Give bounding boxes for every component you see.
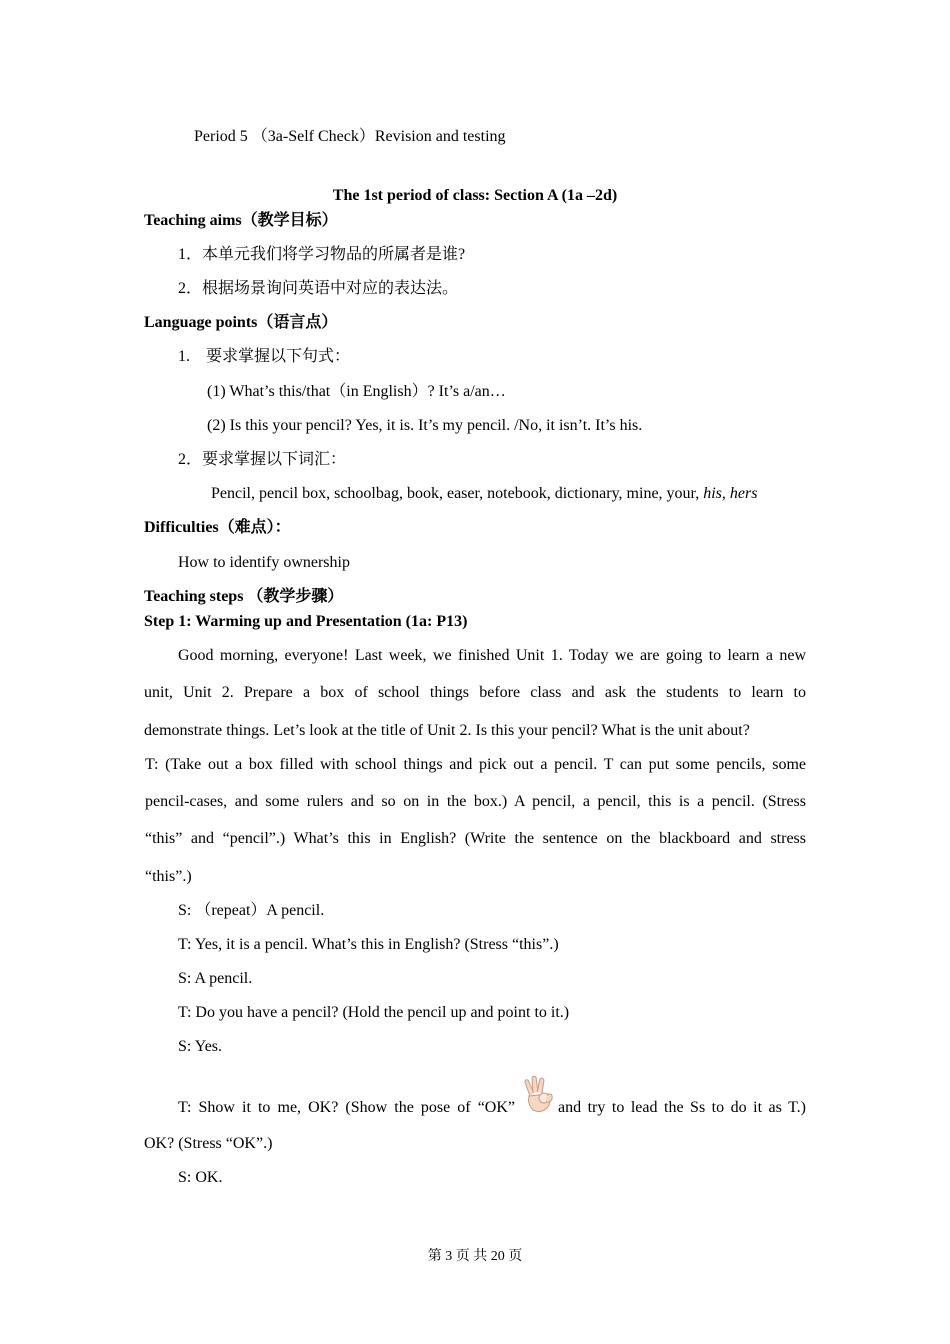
page-footer: 第 3 页 共 20 页	[427, 1249, 523, 1264]
dialogue-line: OK? (Stress “OK”.)	[144, 1135, 273, 1152]
language-item: 1. 要求掌握以下句式：	[178, 348, 351, 365]
ok-hand-icon	[519, 1074, 557, 1114]
dialogue-line: T: Show it to me, OK? (Show the pose of “OK”	[178, 1099, 515, 1116]
language-item: 2．要求掌握以下词汇：	[178, 451, 347, 468]
paragraph-line: “this” and “pencil”.) What’s this in English? (Write the sentence on the blackboard and stress	[145, 830, 806, 847]
dialogue-line: S: A pencil.	[178, 970, 253, 987]
dialogue-line: and try to lead the Ss to do it as T.)	[558, 1099, 806, 1116]
vocabulary-plain: Pencil, pencil box, schoolbag, book, easer, notebook, dictionary, mine, your,	[211, 485, 704, 502]
dialogue-line: S: （repeat）A pencil.	[178, 902, 325, 919]
sentence-pattern: (2) Is this your pencil? Yes, it is. It’s my pencil. /No, it isn’t. It’s his.	[207, 417, 643, 434]
step-heading: Step 1: Warming up and Presentation (1a: P13)	[144, 613, 468, 630]
sentence-pattern: (1) What’s this/that（in English）? It’s a/an…	[207, 383, 506, 400]
paragraph-line: “this”.)	[145, 868, 192, 885]
difficulties-heading: Difficulties（难点）：	[144, 519, 291, 536]
aim-item: 2．根据场景询问英语中对应的表达法。	[178, 280, 459, 297]
paragraph-line: Good morning, everyone! Last week, we finished Unit 1. Today we are going to learn a new	[178, 647, 806, 664]
dialogue-line: S: Yes.	[178, 1038, 223, 1055]
vocabulary-italic: his, hers	[703, 485, 758, 502]
teaching-aims-heading: Teaching aims（教学目标）	[144, 212, 338, 229]
aim-item: 1．本单元我们将学习物品的所属者是谁?	[178, 246, 466, 263]
dialogue-line: T: Yes, it is a pencil. What’s this in English? (Stress “this”.)	[178, 936, 559, 953]
teaching-steps-heading: Teaching steps （教学步骤）	[144, 588, 344, 605]
dialogue-line: S: OK.	[178, 1169, 223, 1186]
paragraph-line: unit, Unit 2. Prepare a box of school things before class and ask the students to learn to	[144, 684, 806, 701]
dialogue-line: T: Do you have a pencil? (Hold the pencil up and point to it.)	[178, 1004, 570, 1021]
paragraph-line: T: (Take out a box filled with school things and pick out a pencil. T can put some pencils, some	[145, 756, 806, 773]
paragraph-line: demonstrate things. Let’s look at the title of Unit 2. Is this your pencil? What is the unit about?	[144, 722, 750, 739]
vocabulary-line	[211, 484, 757, 504]
language-points-heading: Language points（语言点）	[144, 314, 338, 331]
period-line: Period 5 （3a-Self Check）Revision and testing	[194, 128, 506, 145]
page-title: The 1st period of class: Section A (1a –2d)	[332, 187, 618, 204]
paragraph-line: pencil-cases, and some rulers and so on in the box.) A pencil, a pencil, this is a pencil. (Stress	[145, 793, 806, 810]
difficulties-text: How to identify ownership	[178, 554, 350, 571]
